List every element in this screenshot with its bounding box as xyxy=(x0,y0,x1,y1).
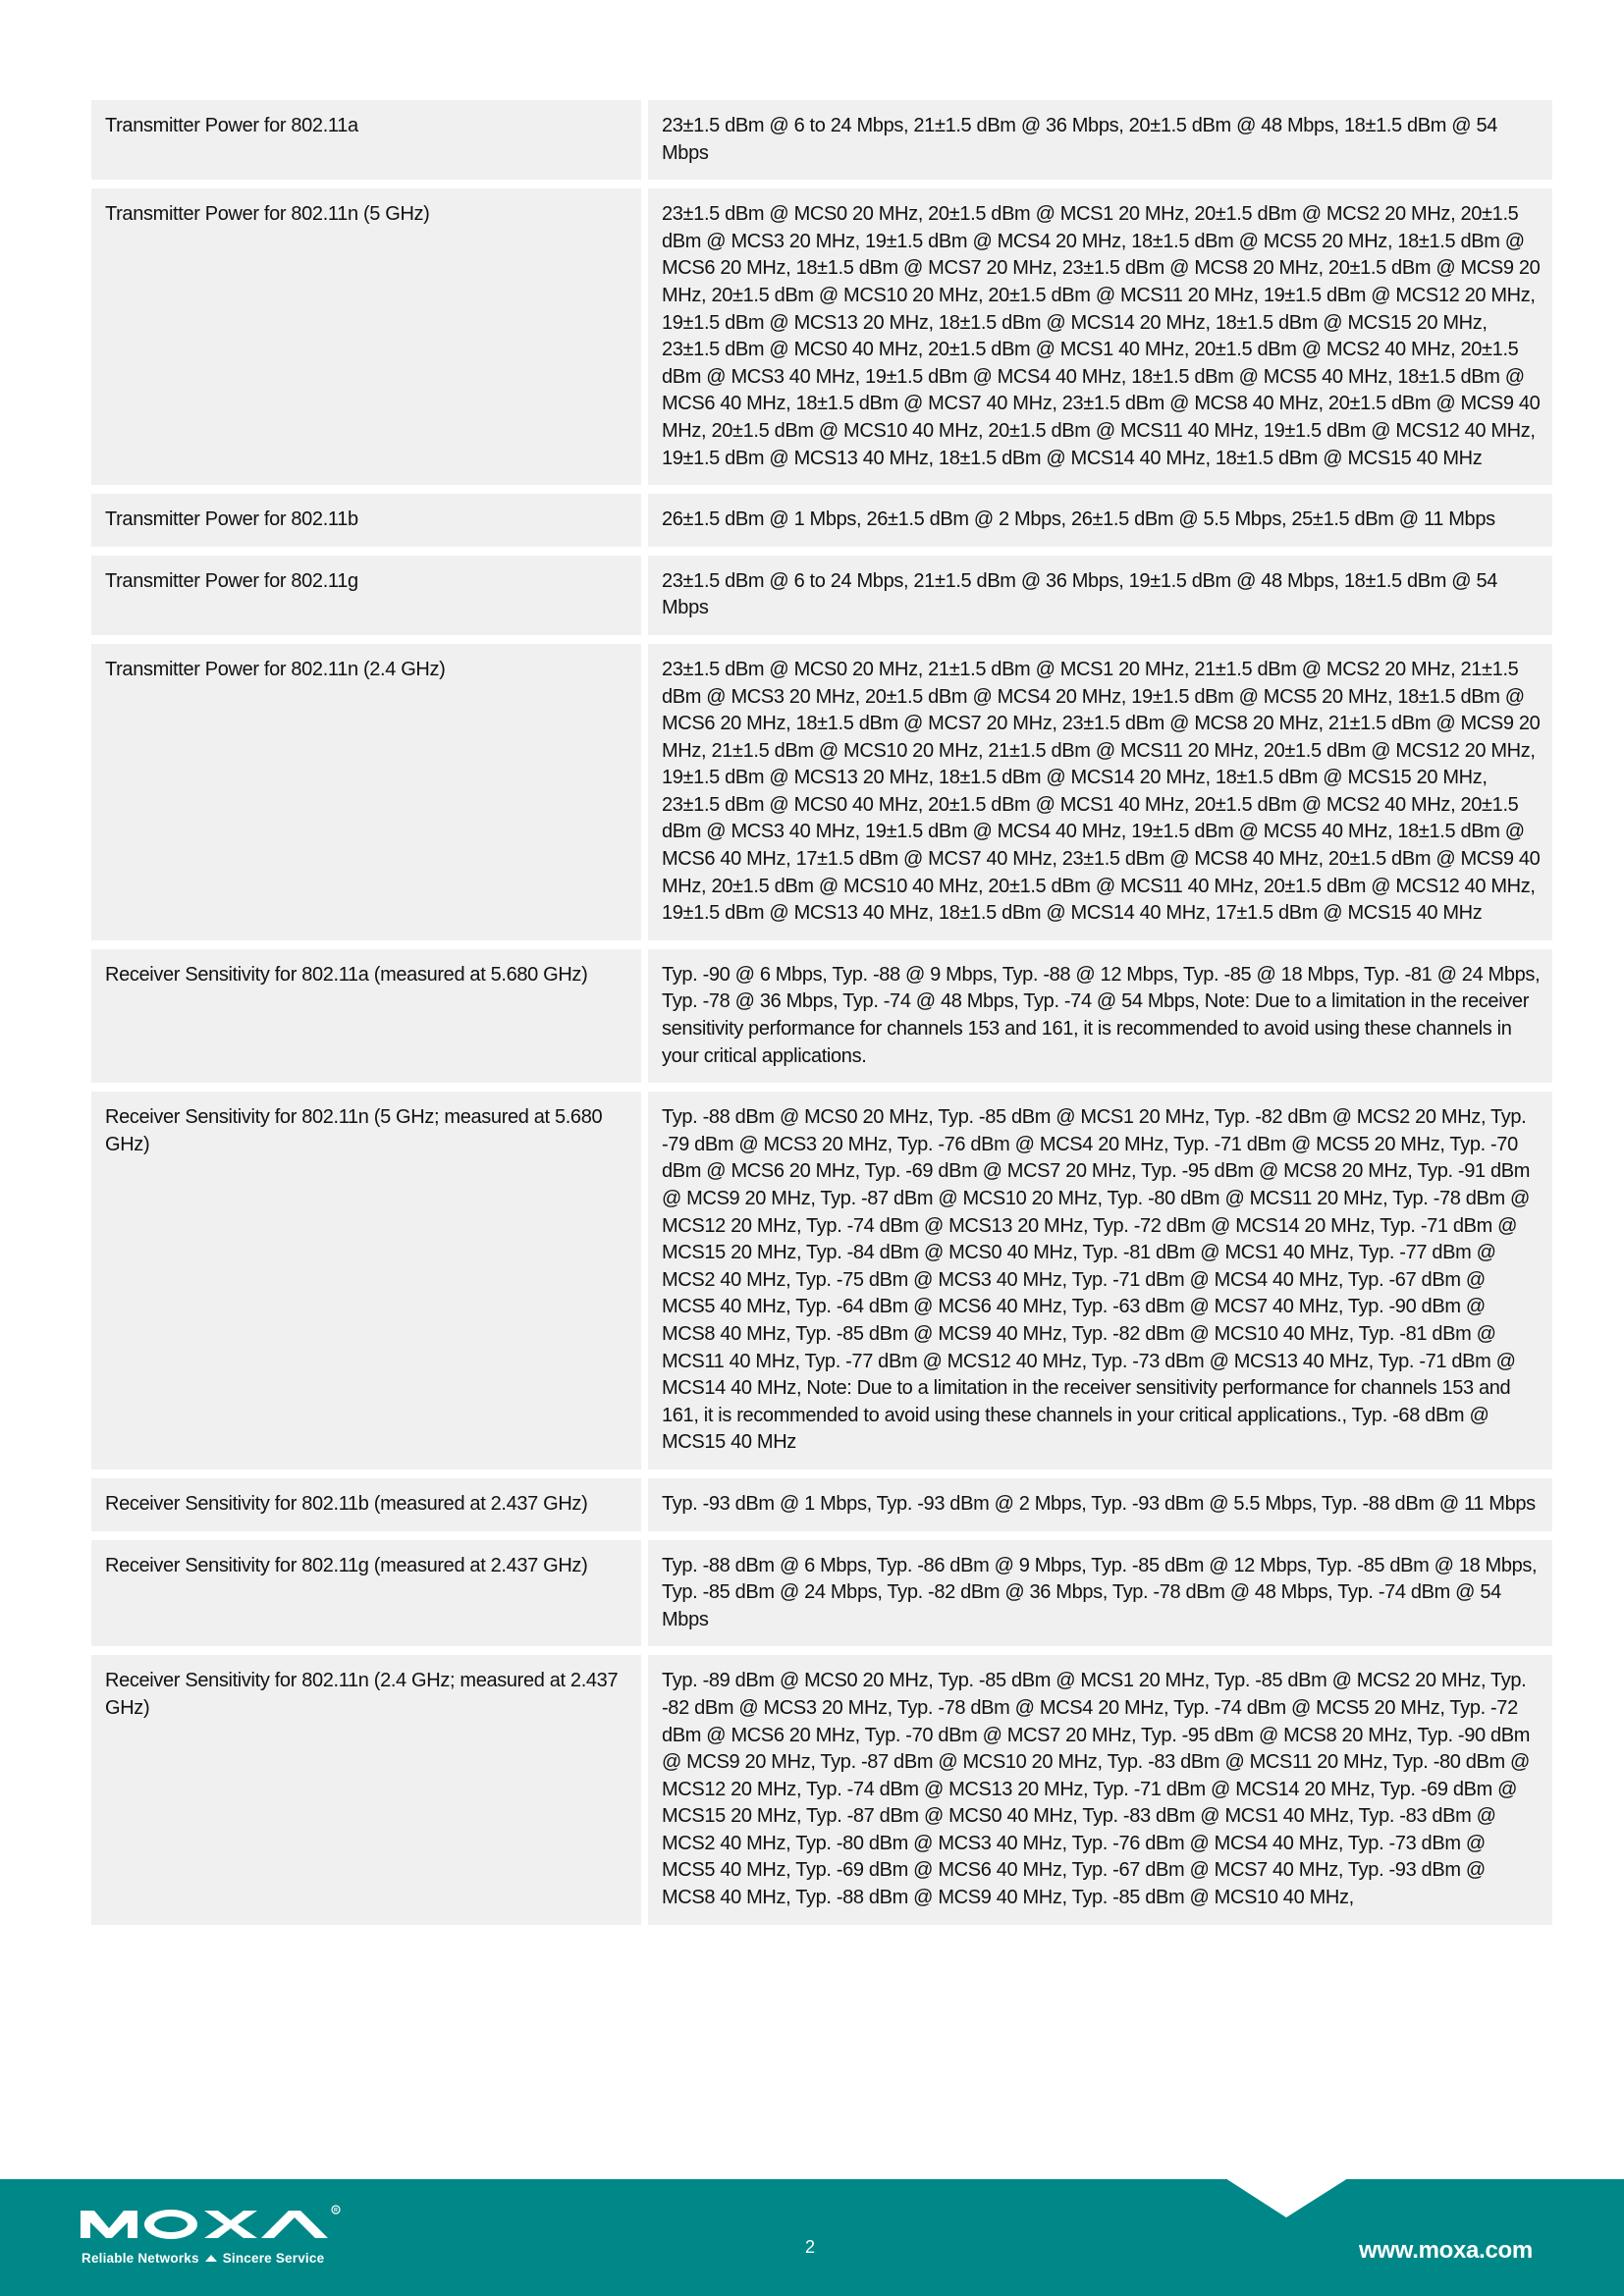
spec-label: Transmitter Power for 802.11a xyxy=(91,100,641,180)
spec-row xyxy=(91,556,1552,635)
spec-label: Receiver Sensitivity for 802.11a (measured at 5.680 GHz) xyxy=(91,949,641,1083)
moxa-wordmark-icon xyxy=(79,2205,342,2244)
spec-row xyxy=(91,644,1552,940)
svg-text:R: R xyxy=(334,2208,338,2214)
spec-row xyxy=(91,100,1552,180)
spec-row xyxy=(91,1655,1552,1924)
spec-label: Transmitter Power for 802.11n (5 GHz) xyxy=(91,188,641,485)
spec-label: Receiver Sensitivity for 802.11b (measured at 2.437 GHz) xyxy=(91,1478,641,1531)
spec-label: Receiver Sensitivity for 802.11n (5 GHz; measured at 5.680 GHz) xyxy=(91,1092,641,1469)
spec-value: Typ. -90 @ 6 Mbps, Typ. -88 @ 9 Mbps, Typ. -88 @ 12 Mbps, Typ. -85 @ 18 Mbps, Typ. -81 @ 24 Mbps, Typ. -78 @ 36 Mbps, Typ. -74 @ 48 Mbps, Typ. -74 @ 54 Mbps, Note: Due to a limitation in the receiver sensitivity performance for channels 153 and 161, it is recommended to avoid using these channels in your critical applications. xyxy=(648,949,1552,1083)
spec-row xyxy=(91,949,1552,1083)
spec-value: 23±1.5 dBm @ 6 to 24 Mbps, 21±1.5 dBm @ 36 Mbps, 19±1.5 dBm @ 48 Mbps, 18±1.5 dBm @ 54 Mbps xyxy=(648,556,1552,635)
footer-notch-decoration xyxy=(1225,2178,1348,2217)
spec-row xyxy=(91,494,1552,547)
triangle-icon xyxy=(205,2255,217,2262)
spec-value: Typ. -88 dBm @ MCS0 20 MHz, Typ. -85 dBm @ MCS1 20 MHz, Typ. -82 dBm @ MCS2 20 MHz, Typ. -79 dBm @ MCS3 20 MHz, Typ. -76 dBm @ MCS4 20 MHz, Typ. -71 dBm @ MCS5 20 MHz, Typ. -70 dBm @ MCS6 20 MHz, Typ. -69 dBm @ MCS7 20 MHz, Typ. -95 dBm @ MCS8 20 MHz, Typ. -91 dBm @ MCS9 20 MHz, Typ. -87 dBm @ MCS10 20 MHz, Typ. -80 dBm @ MCS11 20 MHz, Typ. -78 dBm @ MCS12 20 MHz, Typ. -74 dBm @ MCS13 20 MHz, Typ. -72 dBm @ MCS14 20 MHz, Typ. -71 dBm @ MCS15 20 MHz, Typ. -84 dBm @ MCS0 40 MHz, Typ. -81 dBm @ MCS1 40 MHz, Typ. -77 dBm @ MCS2 40 MHz, Typ. -75 dBm @ MCS3 40 MHz, Typ. -71 dBm @ MCS4 40 MHz, Typ. -67 dBm @ MCS5 40 MHz, Typ. -64 dBm @ MCS6 40 MHz, Typ. -63 dBm @ MCS7 40 MHz, Typ. -90 dBm @ MCS8 40 MHz, Typ. -85 dBm @ MCS9 40 MHz, Typ. -82 dBm @ MCS10 40 MHz, Typ. -81 dBm @ MCS11 40 MHz, Typ. -77 dBm @ MCS12 40 MHz, Typ. -73 dBm @ MCS13 40 MHz, Typ. -71 dBm @ MCS14 40 MHz, Note: Due to a limitation in the receiver sensitivity performance for channels 153 and 161, it is recommended to avoid using these channels in your critical applications., Typ. -68 dBm @ MCS15 40 MHz xyxy=(648,1092,1552,1469)
spec-label: Transmitter Power for 802.11n (2.4 GHz) xyxy=(91,644,641,940)
spec-value: 23±1.5 dBm @ 6 to 24 Mbps, 21±1.5 dBm @ 36 Mbps, 20±1.5 dBm @ 48 Mbps, 18±1.5 dBm @ 54 Mbps xyxy=(648,100,1552,180)
spec-row xyxy=(91,1540,1552,1647)
spec-row xyxy=(91,1478,1552,1531)
logo-tagline xyxy=(81,2251,324,2266)
spec-label: Receiver Sensitivity for 802.11n (2.4 GHz; measured at 2.437 GHz) xyxy=(91,1655,641,1924)
spec-label: Transmitter Power for 802.11b xyxy=(91,494,641,547)
spec-label: Transmitter Power for 802.11g xyxy=(91,556,641,635)
website-link[interactable]: www.moxa.com xyxy=(1359,2237,1533,2264)
tagline-left: Reliable Networks xyxy=(81,2251,199,2266)
page-number: 2 xyxy=(805,2237,816,2257)
spec-table xyxy=(91,100,1552,1934)
spec-row xyxy=(91,1092,1552,1469)
spec-value: 23±1.5 dBm @ MCS0 20 MHz, 20±1.5 dBm @ MCS1 20 MHz, 20±1.5 dBm @ MCS2 20 MHz, 20±1.5 dBm @ MCS3 20 MHz, 19±1.5 dBm @ MCS4 20 MHz, 18±1.5 dBm @ MCS5 20 MHz, 18±1.5 dBm @ MCS6 20 MHz, 18±1.5 dBm @ MCS7 20 MHz, 23±1.5 dBm @ MCS8 20 MHz, 20±1.5 dBm @ MCS9 20 MHz, 20±1.5 dBm @ MCS10 20 MHz, 20±1.5 dBm @ MCS11 20 MHz, 19±1.5 dBm @ MCS12 20 MHz, 19±1.5 dBm @ MCS13 20 MHz, 18±1.5 dBm @ MCS14 20 MHz, 18±1.5 dBm @ MCS15 20 MHz, 23±1.5 dBm @ MCS0 40 MHz, 20±1.5 dBm @ MCS1 40 MHz, 20±1.5 dBm @ MCS2 40 MHz, 20±1.5 dBm @ MCS3 40 MHz, 19±1.5 dBm @ MCS4 40 MHz, 18±1.5 dBm @ MCS5 40 MHz, 18±1.5 dBm @ MCS6 40 MHz, 18±1.5 dBm @ MCS7 40 MHz, 23±1.5 dBm @ MCS8 40 MHz, 20±1.5 dBm @ MCS9 40 MHz, 20±1.5 dBm @ MCS10 40 MHz, 20±1.5 dBm @ MCS11 40 MHz, 19±1.5 dBm @ MCS12 40 MHz, 19±1.5 dBm @ MCS13 40 MHz, 18±1.5 dBm @ MCS14 40 MHz, 18±1.5 dBm @ MCS15 40 MHz xyxy=(648,188,1552,485)
spec-value: Typ. -89 dBm @ MCS0 20 MHz, Typ. -85 dBm @ MCS1 20 MHz, Typ. -85 dBm @ MCS2 20 MHz, Typ. -82 dBm @ MCS3 20 MHz, Typ. -78 dBm @ MCS4 20 MHz, Typ. -74 dBm @ MCS5 20 MHz, Typ. -72 dBm @ MCS6 20 MHz, Typ. -70 dBm @ MCS7 20 MHz, Typ. -95 dBm @ MCS8 20 MHz, Typ. -90 dBm @ MCS9 20 MHz, Typ. -87 dBm @ MCS10 20 MHz, Typ. -83 dBm @ MCS11 20 MHz, Typ. -80 dBm @ MCS12 20 MHz, Typ. -74 dBm @ MCS13 20 MHz, Typ. -71 dBm @ MCS14 20 MHz, Typ. -69 dBm @ MCS15 20 MHz, Typ. -87 dBm @ MCS0 40 MHz, Typ. -83 dBm @ MCS1 40 MHz, Typ. -83 dBm @ MCS2 40 MHz, Typ. -80 dBm @ MCS3 40 MHz, Typ. -76 dBm @ MCS4 40 MHz, Typ. -73 dBm @ MCS5 40 MHz, Typ. -69 dBm @ MCS6 40 MHz, Typ. -67 dBm @ MCS7 40 MHz, Typ. -93 dBm @ MCS8 40 MHz, Typ. -88 dBm @ MCS9 40 MHz, Typ. -85 dBm @ MCS10 40 MHz, xyxy=(648,1655,1552,1924)
spec-value: Typ. -93 dBm @ 1 Mbps, Typ. -93 dBm @ 2 Mbps, Typ. -93 dBm @ 5.5 Mbps, Typ. -88 dBm @ 11 Mbps xyxy=(648,1478,1552,1531)
spec-value: 23±1.5 dBm @ MCS0 20 MHz, 21±1.5 dBm @ MCS1 20 MHz, 21±1.5 dBm @ MCS2 20 MHz, 21±1.5 dBm @ MCS3 20 MHz, 20±1.5 dBm @ MCS4 20 MHz, 19±1.5 dBm @ MCS5 20 MHz, 18±1.5 dBm @ MCS6 20 MHz, 18±1.5 dBm @ MCS7 20 MHz, 23±1.5 dBm @ MCS8 20 MHz, 21±1.5 dBm @ MCS9 20 MHz, 21±1.5 dBm @ MCS10 20 MHz, 21±1.5 dBm @ MCS11 20 MHz, 20±1.5 dBm @ MCS12 20 MHz, 19±1.5 dBm @ MCS13 20 MHz, 18±1.5 dBm @ MCS14 20 MHz, 18±1.5 dBm @ MCS15 20 MHz, 23±1.5 dBm @ MCS0 40 MHz, 20±1.5 dBm @ MCS1 40 MHz, 20±1.5 dBm @ MCS2 40 MHz, 20±1.5 dBm @ MCS3 40 MHz, 19±1.5 dBm @ MCS4 40 MHz, 19±1.5 dBm @ MCS5 40 MHz, 18±1.5 dBm @ MCS6 40 MHz, 17±1.5 dBm @ MCS7 40 MHz, 23±1.5 dBm @ MCS8 40 MHz, 20±1.5 dBm @ MCS9 40 MHz, 20±1.5 dBm @ MCS10 40 MHz, 20±1.5 dBm @ MCS11 40 MHz, 20±1.5 dBm @ MCS12 40 MHz, 19±1.5 dBm @ MCS13 40 MHz, 18±1.5 dBm @ MCS14 40 MHz, 17±1.5 dBm @ MCS15 40 MHz xyxy=(648,644,1552,940)
spec-label: Receiver Sensitivity for 802.11g (measured at 2.437 GHz) xyxy=(91,1540,641,1647)
spec-value: 26±1.5 dBm @ 1 Mbps, 26±1.5 dBm @ 2 Mbps, 26±1.5 dBm @ 5.5 Mbps, 25±1.5 dBm @ 11 Mbps xyxy=(648,494,1552,547)
tagline-right: Sincere Service xyxy=(222,2251,325,2266)
moxa-logo xyxy=(79,2205,344,2273)
spec-row xyxy=(91,188,1552,485)
spec-value: Typ. -88 dBm @ 6 Mbps, Typ. -86 dBm @ 9 Mbps, Typ. -85 dBm @ 12 Mbps, Typ. -85 dBm @ 18 Mbps, Typ. -85 dBm @ 24 Mbps, Typ. -82 dBm @ 36 Mbps, Typ. -78 dBm @ 48 Mbps, Typ. -74 dBm @ 54 Mbps xyxy=(648,1540,1552,1647)
